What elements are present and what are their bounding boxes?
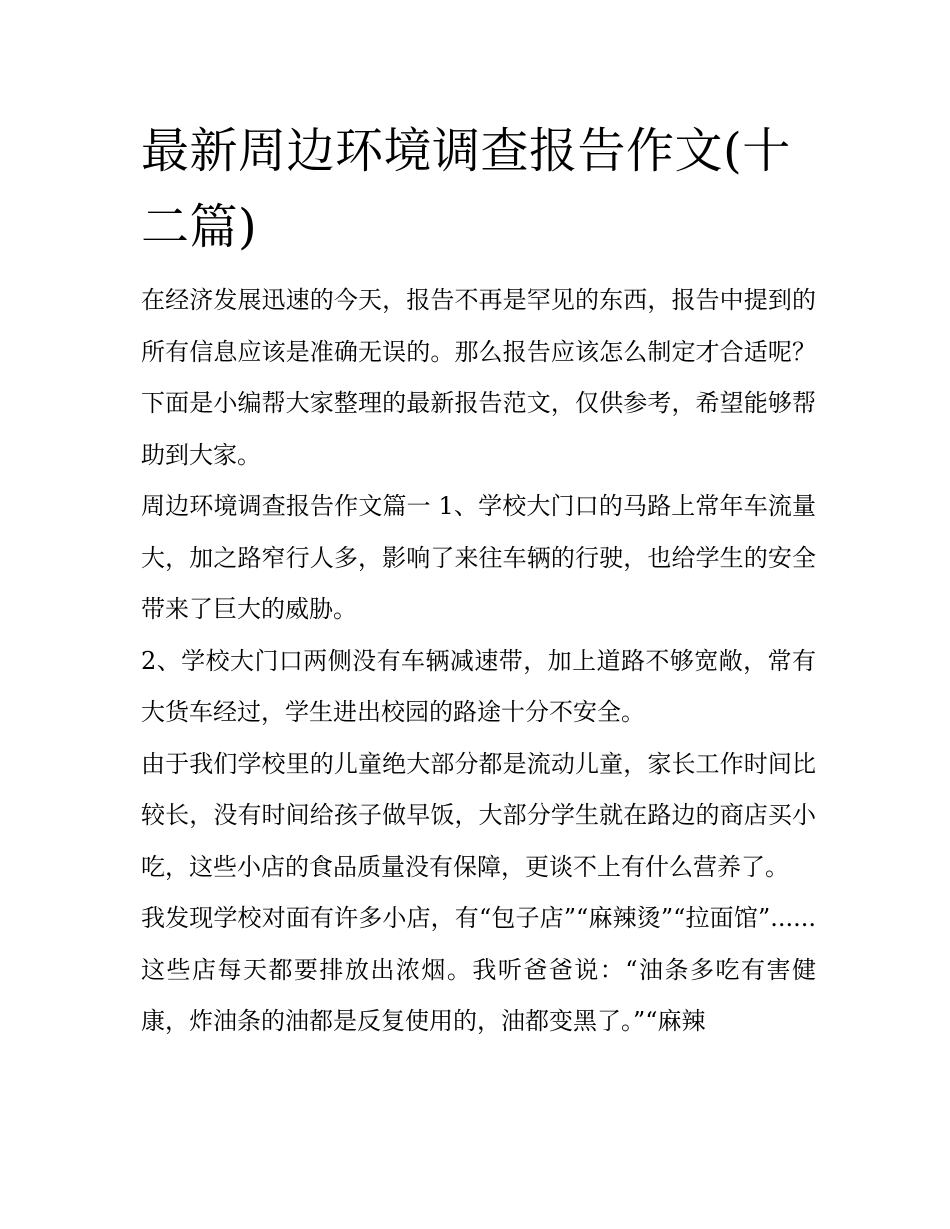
paragraph-intro: 在经济发展迅速的今天，报告不再是罕见的东西，报告中提到的所有信息应该是准确无误的。那么报告应该怎么制定才合适呢？下面是小编帮大家整理的最新报告范文，仅供参考，希望能够帮助到大家。 [141, 286, 816, 469]
paragraph-point-2: 2、学校大门口两侧没有车辆减速带，加上道路不够宽敞，常有大货车经过，学生进出校园的路途十分不安全。 [141, 646, 816, 726]
paragraph-point-1: 周边环境调查报告作文篇一 1、学校大门口的马路上常年车流量大，加之路窄行人多，影响了来往车辆的行驶，也给学生的安全带来了巨大的威胁。 [141, 492, 816, 623]
document-body [141, 113, 816, 1048]
paragraph-breakfast: 由于我们学校里的儿童绝大部分都是流动儿童，家长工作时间比较长，没有时间给孩子做早饭，大部分学生就在路边的商店买小吃，这些小店的食品质量没有保障，更谈不上有什么营养了。 [141, 749, 816, 881]
paragraph-shops: 我发现学校对面有许多小店，有“包子店”“麻辣烫”“拉面馆”......这些店每天都要排放出浓烟。我听爸爸说：“油条多吃有害健康，炸油条的油都是反复使用的，油都变黑了。”“麻辣 [141, 904, 816, 1035]
document-title: 最新周边环境调查报告作文(十二篇) [141, 123, 791, 255]
